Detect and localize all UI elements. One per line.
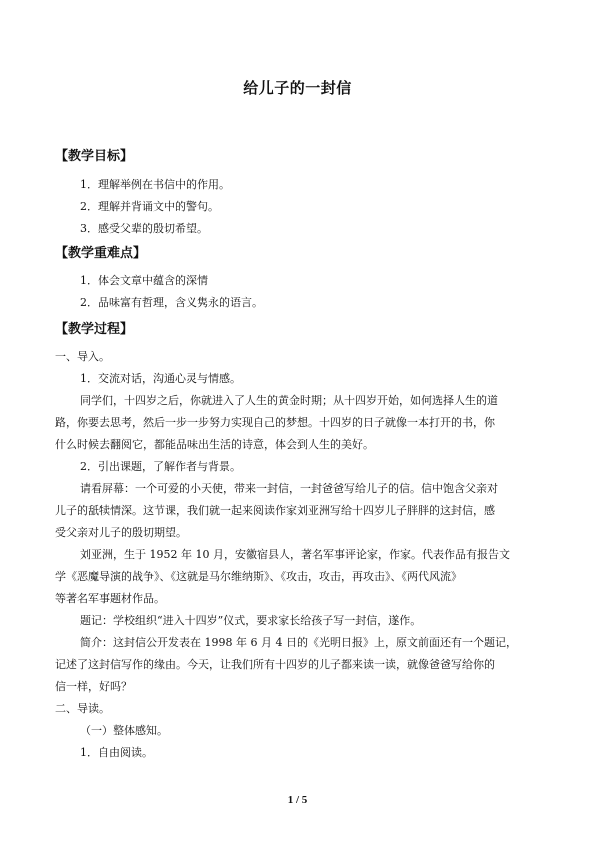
process-step-heading: 二、导读。 — [55, 702, 110, 715]
paragraph-line: 学《恶魔导演的战争》、《这就是马尔维纳斯》、《攻击，攻击，再攻击》、《两代风流》 — [55, 570, 462, 583]
section-heading-key-points: 【教学重难点】 — [55, 246, 147, 261]
process-subheading: 2．引出课题，了解作者与背景。 — [80, 460, 241, 473]
objective-item: 3．感受父辈的殷切希望。 — [80, 222, 208, 235]
objective-item: 1．理解举例在书信中的作用。 — [80, 178, 230, 191]
paragraph-line: 路，你要去思考，然后一步一步努力实现自己的梦想。十四岁的日子就像一本打开的书，你 — [55, 416, 495, 429]
paragraph-line: 儿子的舐犊情深。这节课，我们就一起来阅读作家刘亚洲写给十四岁儿子胖胖的这封信，感 — [55, 504, 495, 517]
process-subheading: 1．交流对话，沟通心灵与情感。 — [80, 372, 241, 385]
paragraph-line: 受父亲对儿子的殷切期望。 — [55, 526, 187, 539]
section-heading-objectives: 【教学目标】 — [55, 149, 134, 164]
paragraph-line: 刘亚洲，生于 1952 年 10 月，安徽宿县人，著名军事评论家，作家。代表作品有报告文 — [80, 548, 510, 561]
process-subheading: 1．自由阅读。 — [80, 746, 153, 759]
paragraph-line: 什么时候去翻阅它，都能品味出生活的诗意，体会到人生的美好。 — [55, 438, 374, 451]
paragraph-line: 请看屏幕：一个可爱的小天使，带来一封信，一封爸爸写给儿子的信。信中饱含父亲对 — [80, 482, 498, 495]
paragraph-line: 题记：学校组织“进入十四岁”仪式，要求家长给孩子写一封信，遂作。 — [80, 614, 422, 627]
section-heading-process: 【教学过程】 — [55, 322, 134, 337]
paragraph-line: 简介：这封信公开发表在 1998 年 6 月 4 日的《光明日报》上，原文前面还有一个题记， — [80, 636, 517, 649]
key-point-item: 1．体会文章中蕴含的深情 — [80, 274, 208, 287]
page-title: 给儿子的一封信 — [243, 79, 352, 97]
page-number: 1 / 5 — [287, 794, 308, 806]
paragraph-line: 同学们，十四岁之后，你就进入了人生的黄金时期；从十四岁开始，如何选择人生的道 — [80, 394, 498, 407]
paragraph-line: 记述了这封信写作的缘由。今天，让我们所有十四岁的儿子都来读一读，就像爸爸写给你的 — [55, 658, 495, 671]
process-subheading: （一）整体感知。 — [80, 724, 168, 737]
key-point-item: 2．品味富有哲理，含义隽永的语言。 — [80, 296, 263, 309]
paragraph-line: 信一样，好吗？ — [55, 680, 132, 693]
paragraph-line: 等著名军事题材作品。 — [55, 592, 165, 605]
process-step-heading: 一、导入。 — [55, 350, 110, 363]
objective-item: 2．理解并背诵文中的警句。 — [80, 200, 219, 213]
